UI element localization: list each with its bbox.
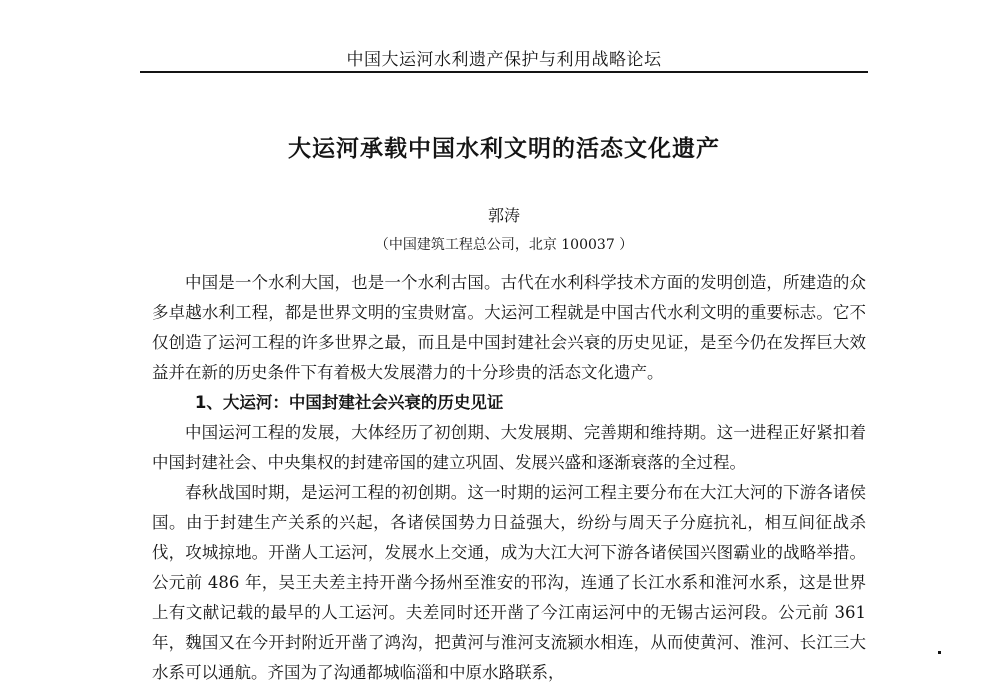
section-heading: 1、大运河：中国封建社会兴衰的历史见证 [194, 393, 504, 412]
intro-paragraph: 中国是一个水利大国，也是一个水利古国。古代在水利科学技术方面的发明创造，所建造的众多卓越水利工程，都是世界文明的宝贵财富。大运河工程就是中国古代水利文明的重要标志。它不仅创造了运河工程的许多世界之最，而且是中国封建社会兴衰的历史见证，是至今仍在发挥巨大效益并在新的历史条件下有着极大发展潜力的十分珍贵的活态文化遗产。 [152, 273, 866, 382]
article-title: 大运河承载中国水利文明的活态文化遗产 [288, 136, 720, 162]
running-header: 中国大运河水利遗产保护与利用战略论坛 [346, 50, 662, 70]
author-name: 郭涛 [487, 206, 520, 225]
header-rule [140, 71, 868, 73]
section-paragraph: 春秋战国时期，是运河工程的初创期。这一时期的运河工程主要分布在大江大河的下游各诸侯国。由于封建生产关系的兴起，各诸侯国势力日益强大，纷纷与周天子分庭抗礼，相互间征战杀伐，攻城掠地。开凿人工运河，发展水上交通，成为大江大河下游各诸侯国兴图霸业的战略举措。公元前 486 年，吴王夫差主持开凿今扬州至淮安的邗沟，连通了长江水系和淮河水系，这是世界上有文献记载的最早的人工运河。夫差同时还开凿了今江南运河中的无锡古运河段。公元前 361 年，魏国又在今开封附近开凿了鸿沟，把黄河与淮河支流颍水相连，从而使黄河、淮河、长江三大水系可以通航。齐国为了沟通都城临淄和中原水路联系， [152, 483, 866, 682]
article-body [152, 268, 866, 688]
section-paragraph: 中国运河工程的发展，大体经历了初创期、大发展期、完善期和维持期。这一进程正好紧扣着中国封建社会、中央集权的封建帝国的建立巩固、发展兴盛和逐渐衰落的全过程。 [152, 423, 866, 472]
scan-speck [938, 651, 941, 654]
author-affiliation: （中国建筑工程总公司，北京 100037 ） [374, 237, 634, 253]
